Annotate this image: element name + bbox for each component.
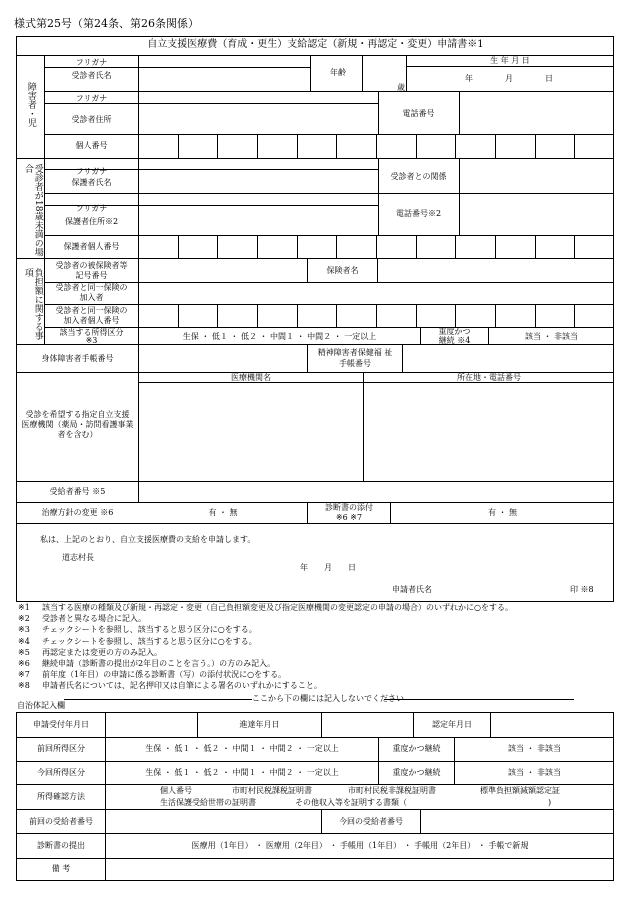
patient-furigana: フリガナ xyxy=(75,58,108,67)
prev-income-label: 前回所得区分 xyxy=(37,744,85,753)
patient-name-label: 受診者氏名 xyxy=(71,71,112,80)
guardian-address-furigana: フリガナ xyxy=(75,204,108,213)
patient-section-label: 障害者・児 xyxy=(25,82,36,127)
office-section-label: 自治体記入欄 xyxy=(17,701,65,710)
confirm-reduction-certificate[interactable]: 標準負担額減額認定証 xyxy=(480,786,560,795)
patient-address-label: 受診者住所 xyxy=(71,115,112,124)
birth-month-label: 月 xyxy=(505,74,513,83)
same-insurance-label-1: 受診者と同一保険の xyxy=(55,283,128,292)
cur-severe-options[interactable]: 該当 ・ 非該当 xyxy=(507,768,562,777)
confirm-personal-number[interactable]: 個人番号 xyxy=(160,786,192,795)
disability-book-label: 身体障害者手帳番号 xyxy=(41,354,114,363)
applicant-name-label: 申請者氏名 xyxy=(392,585,432,594)
diagnosis-submit-label: 診断書の提出 xyxy=(37,841,85,850)
mental-book-label-1: 精神障害者保健福 祉 xyxy=(317,348,393,357)
cur-income-label: 今回所得区分 xyxy=(37,768,85,777)
confirm-other-documents[interactable]: その他収入等を証明する書類（ xyxy=(295,798,407,807)
income-category-label-2: ※3 xyxy=(85,336,98,345)
birth-year-label: 年 xyxy=(465,74,473,83)
cur-income-options[interactable]: 生保 ・ 低１ ・ 低２ ・ 中間１ ・ 中間２ ・ 一定以上 xyxy=(145,768,339,777)
note-mark: ※4 xyxy=(18,636,30,646)
patient-age-label: 年齢 xyxy=(330,68,346,77)
guardian-relation-label: 受診者との関係 xyxy=(390,172,447,181)
patient-number-label: 受給者番号 ※5 xyxy=(49,487,106,496)
declaration-addressee: 道志村長 xyxy=(62,553,94,562)
severe-continuing-options[interactable]: 該当 ・ 非該当 xyxy=(524,332,579,341)
prev-income-options[interactable]: 生保 ・ 低１ ・ 低２ ・ 中間１ ・ 中間２ ・ 一定以上 xyxy=(145,744,339,753)
note-mark: ※2 xyxy=(18,614,30,624)
form-title: 自立支援医療費（育成・更生）支給認定（新規・再認定・変更）申請書※1 xyxy=(147,39,484,50)
prev-severe-options[interactable]: 該当 ・ 非該当 xyxy=(507,744,562,753)
treatment-change-options[interactable]: 有 ・ 無 xyxy=(208,508,238,517)
seal-label: 印 ※8 xyxy=(570,585,594,594)
diagnosis-submit-options[interactable]: 医療用（1年目） ・ 医療用（2年目） ・ 手帳用（1年目） ・ 手帳用（2年目） ・ 手帳で新規 xyxy=(191,841,529,850)
institution-address-header: 所在地・電話番号 xyxy=(457,373,521,382)
confirm-other-close: ) xyxy=(548,798,552,807)
confirm-nontax-certificate[interactable]: 市町村民税非課税証明書 xyxy=(348,786,436,795)
declaration-date: 年 月 日 xyxy=(300,563,356,572)
note-text: 受診者と異なる場合に記入。 xyxy=(42,614,146,624)
same-insurance-number-label-2: 加入者個人番号 xyxy=(63,316,120,325)
confirm-welfare-certificate[interactable]: 生活保護受給世帯の証明書 xyxy=(160,798,256,807)
note-mark: ※6 xyxy=(18,659,30,668)
note-text: 再認定または変更の方のみ記入。 xyxy=(42,647,162,657)
receipt-date-label: 申請受付年月日 xyxy=(33,720,89,729)
guardian-furigana: フリガナ xyxy=(75,167,108,176)
do-not-fill-divider: ここから下の欄には記入しないでください xyxy=(252,694,404,703)
guardian-name-label: 保護者氏名 xyxy=(71,178,112,187)
institution-label-3: 者を含む） xyxy=(57,430,98,439)
declaration-text: 私は、上記のとおり、自立支援医療費の支給を申請します。 xyxy=(40,535,256,544)
patient-address-furigana: フリガナ xyxy=(75,94,108,103)
mental-book-label-2: 手帳番号 xyxy=(339,359,371,368)
severe-continuing-label-1: 重度かつ xyxy=(438,327,471,336)
burden-section-label: 負担額に関する事項 xyxy=(22,268,43,340)
guardian-phone-label: 電話番号※2 xyxy=(395,209,442,218)
remarks-label: 備 考 xyxy=(51,864,71,873)
birth-day-label: 日 xyxy=(545,74,553,83)
insurer-name-label: 保険者名 xyxy=(326,266,359,275)
note-mark: ※5 xyxy=(18,647,30,657)
insured-number-label-1: 受診者の被保険者等 xyxy=(55,261,128,270)
note-mark: ※8 xyxy=(18,681,30,691)
prev-severe-label: 重度かつ継続 xyxy=(392,744,441,753)
same-insurance-label-2: 加入者 xyxy=(79,293,104,302)
income-category-options[interactable]: 生保 ・ 低１ ・ 低２ ・ 中間１ ・ 中間２ ・ 一定以上 xyxy=(182,332,377,341)
note-text: 該当する医療の種類及び新規・再認定・変更（自己負担額変更及び指定医療機関の変更認定の申請の場合）のいずれかに○をする。 xyxy=(42,603,513,612)
cur-number-label: 今回の受給者番号 xyxy=(339,817,403,826)
note-text: 前年度（1年目）の申請に係る診断書（写）の添付状況に○をする。 xyxy=(42,670,287,680)
guardian-address-label: 保護者住所※2 xyxy=(64,217,119,226)
note-mark: ※3 xyxy=(18,625,30,635)
treatment-change-label: 治療方針の変更 ※6 xyxy=(41,508,114,517)
diagnosis-attach-label-1: 診断書の添付 xyxy=(325,503,373,512)
note-text: 申請者氏名については、記名押印又は自筆による署名のいずれかにすること。 xyxy=(42,681,322,691)
patient-personal-number-label: 個人番号 xyxy=(75,141,108,150)
diagnosis-attach-options[interactable]: 有 ・ 無 xyxy=(487,508,518,517)
institution-name-header: 医療機関名 xyxy=(231,373,271,382)
form-number: 様式第25号（第24条、第26条関係） xyxy=(14,17,199,30)
send-date-label: 進達年月日 xyxy=(239,720,280,729)
approve-date-label: 認定年月日 xyxy=(432,720,472,729)
guardian-personal-number-label: 保護者個人番号 xyxy=(63,242,120,251)
note-text: チェックシートを参照し、該当すると思う区分に○をする。 xyxy=(42,636,257,646)
patient-phone-label: 電話番号 xyxy=(402,109,435,118)
confirm-tax-certificate[interactable]: 市町村民税課税証明書 xyxy=(232,786,312,795)
same-insurance-number-label-1: 受診者と同一保険の xyxy=(55,306,128,315)
note-text: 継続申請（診断書の提出が2年目のことを言う。）の方のみ記入。 xyxy=(42,659,276,668)
income-category-label-1: 該当する所得区分 xyxy=(59,328,124,337)
income-confirm-label: 所得確認方法 xyxy=(37,792,85,801)
institution-label-1: 受診を希望する指定自立支援 xyxy=(25,410,130,419)
patient-age-unit: 歳 xyxy=(397,83,405,92)
guardian-section-label: 受診者が18歳未満の場合 xyxy=(22,164,43,257)
cur-severe-label: 重度かつ継続 xyxy=(392,768,441,777)
patient-birth-label: 生 年 月 日 xyxy=(490,56,530,65)
prev-number-label: 前回の受給者番号 xyxy=(29,817,93,826)
insured-number-label-2: 記号番号 xyxy=(75,271,108,280)
note-text: チェックシートを参照し、該当すると思う区分に○をする。 xyxy=(42,625,257,635)
note-mark: ※1 xyxy=(18,603,30,612)
severe-continuing-label-2: 継続 ※4 xyxy=(438,336,471,345)
note-mark: ※7 xyxy=(18,670,30,680)
diagnosis-attach-label-2: ※6 ※7 xyxy=(335,513,363,522)
institution-label-2: 医療機関（薬局・訪問看護事業 xyxy=(21,420,134,429)
